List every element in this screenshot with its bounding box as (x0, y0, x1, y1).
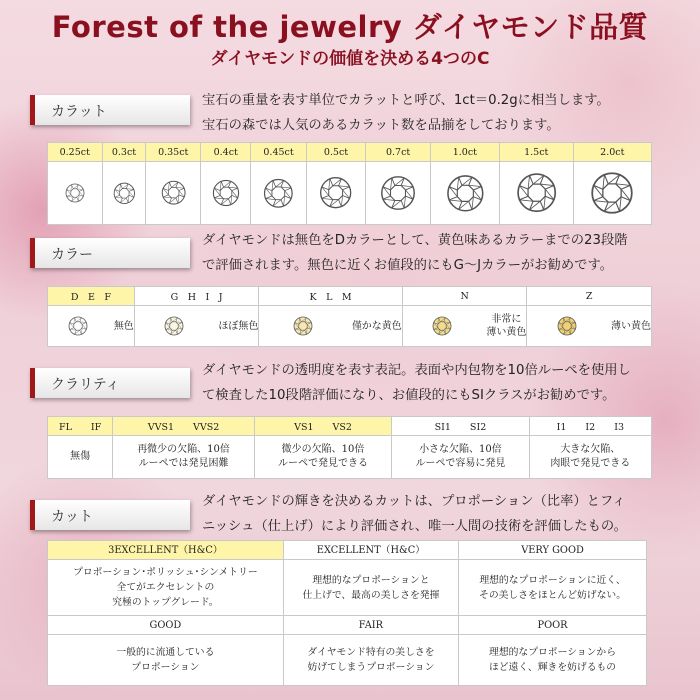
page-title: Forest of the jewelry ダイヤモンド品質 (51, 10, 649, 44)
clarity-grade-header: FL IF (48, 417, 113, 436)
color-grade-cell (134, 306, 259, 347)
clarity-tab-label: クラリティ (51, 377, 120, 393)
diamond-icon (68, 316, 88, 336)
clarity-description (202, 358, 692, 408)
clarity-grade-cell: 再微少の欠陥、10倍 ルーペでは発見困難 (113, 436, 255, 479)
color-grade-content (135, 316, 259, 336)
carat-diamond-cell (251, 162, 306, 225)
color-grade-content (259, 316, 401, 336)
carat-size-header: 0.5ct (306, 143, 366, 162)
color-grade-content (403, 313, 527, 339)
diamond-icon (432, 316, 452, 336)
carat-desc-line: 宝石の森では人気のあるカラット数を品揃をしております。 (202, 118, 560, 133)
diamond-icon (65, 183, 85, 203)
carat-diamond-cell (499, 162, 573, 225)
carat-size-header: 1.5ct (499, 143, 573, 162)
color-grade-label: 非常に 薄い黄色 (486, 314, 527, 338)
carat-size-header: 1.0ct (430, 143, 499, 162)
cut-grade-header: 3EXCELLENT（H&C） (48, 541, 284, 560)
diamond-icon (161, 180, 186, 205)
cut-grade-header: EXCELLENT（H&C） (283, 541, 458, 560)
diamond-icon (293, 316, 313, 336)
clarity-desc-line: ダイヤモンドの透明度を表す表記。表面や内包物を10倍ルーペを使用し (202, 363, 631, 378)
cut-tab-label: カット (51, 509, 93, 525)
diamond-icon (212, 179, 240, 207)
color-desc-line: で評価されます。無色に近くお値段的にもG〜Jカラーがお勧めです。 (202, 258, 614, 273)
clarity-grade-cell: 小さな欠陥、10倍 ルーペで容易に発見 (392, 436, 529, 479)
clarity-grade-header: VS1 VS2 (254, 417, 391, 436)
diamond-icon (516, 172, 557, 213)
diamond-icon (319, 176, 352, 209)
cut-grade-cell: 理想的なプロポーションに近く、 その美しさをほとんど妨げない。 (459, 560, 647, 616)
cut-grade-header: FAIR (283, 616, 458, 635)
cut-grade-header: VERY GOOD (459, 541, 647, 560)
carat-diamond-cell (366, 162, 430, 225)
cut-desc-line: ニッシュ（仕上げ）により評価され、唯一人間の技術を評価したもの。 (202, 519, 627, 534)
carat-table (47, 142, 652, 225)
clarity-grade-cell: 微少の欠陥、10倍 ルーペで発見できる (254, 436, 391, 479)
page-subtitle: ダイヤモンドの価値を決める4つのC (210, 49, 490, 69)
carat-diamond-cell (146, 162, 201, 225)
color-grade-cell (259, 306, 402, 347)
diamond-icon (380, 175, 416, 211)
carat-size-header: 2.0ct (573, 143, 651, 162)
carat-diamond-cell (430, 162, 499, 225)
carat-diamond-cell (102, 162, 146, 225)
color-grade-label: 僅かな黄色 (351, 320, 402, 332)
color-description (202, 228, 692, 278)
cut-description (202, 489, 692, 539)
color-grade-content (527, 316, 651, 336)
cut-grade-header: GOOD (48, 616, 284, 635)
clarity-grade-header: SI1 SI2 (392, 417, 529, 436)
clarity-section-tab (30, 368, 190, 398)
carat-size-header: 0.35ct (146, 143, 201, 162)
color-grade-cell (48, 306, 135, 347)
carat-size-header: 0.45ct (251, 143, 306, 162)
color-grade-cell (527, 306, 652, 347)
clarity-desc-line: て検査した10段階評価になり、お値段的にもSIクラスがお勧めです。 (202, 388, 616, 403)
color-grade-cell (402, 306, 527, 347)
color-grade-label: ほぼ無色 (218, 320, 259, 332)
color-grade-header: K L M (259, 287, 402, 306)
diamond-icon (164, 316, 184, 336)
carat-size-header: 0.7ct (366, 143, 430, 162)
clarity-grade-cell: 無傷 (48, 436, 113, 479)
cut-grade-cell: 理想的なプロポーションから ほど遠く、輝きを妨げるもの (459, 635, 647, 686)
diamond-icon (590, 171, 634, 215)
color-grade-label: 無色 (113, 320, 134, 332)
color-table (47, 286, 652, 347)
carat-diamond-cell (306, 162, 366, 225)
color-grade-content (48, 316, 134, 336)
cut-grade-header: POOR (459, 616, 647, 635)
clarity-table (47, 416, 652, 479)
cut-desc-line: ダイヤモンドの輝きを決めるカットは、プロポーション（比率）とフィ (202, 494, 626, 509)
carat-size-header: 0.3ct (102, 143, 146, 162)
color-grade-header: D E F (48, 287, 135, 306)
carat-diamond-cell (573, 162, 651, 225)
carat-size-header: 0.25ct (48, 143, 103, 162)
carat-description (202, 88, 692, 138)
color-section-tab (30, 238, 190, 268)
color-grade-header: G H I J (134, 287, 259, 306)
color-desc-line: ダイヤモンドは無色をDカラーとして、黄色味あるカラーまでの23段階 (202, 233, 628, 248)
diamond-icon (557, 316, 577, 336)
color-grade-label: 薄い黄色 (611, 320, 651, 332)
cut-grade-cell: ダイヤモンド特有の美しさを 妨げてしまうプロポーション (283, 635, 458, 686)
carat-diamond-cell (48, 162, 103, 225)
clarity-grade-header: I1 I2 I3 (529, 417, 651, 436)
color-grade-header: N (402, 287, 527, 306)
color-grade-header: Z (527, 287, 652, 306)
clarity-grade-cell: 大きな欠陥、 肉眼で発見できる (529, 436, 651, 479)
color-tab-label: カラー (51, 247, 93, 263)
cut-grade-cell: プロポーション･ポリッシュ･シンメトリー 全てがエクセレントの 究極のトップグレード。 (48, 560, 284, 616)
clarity-grade-header: VVS1 VVS2 (113, 417, 255, 436)
diamond-icon (446, 174, 485, 213)
cut-table (47, 540, 647, 686)
carat-desc-line: 宝石の重量を表す単位でカラットと呼び、1ct＝0.2gに相当します。 (202, 93, 610, 108)
carat-section-tab (30, 95, 190, 125)
carat-diamond-cell (200, 162, 251, 225)
carat-tab-label: カラット (51, 104, 107, 120)
cut-grade-cell: 一般的に流通している プロポーション (48, 635, 284, 686)
cut-grade-cell: 理想的なプロポーションと 仕上げで、最高の美しさを発揮 (283, 560, 458, 616)
cut-section-tab (30, 500, 190, 530)
carat-size-header: 0.4ct (200, 143, 251, 162)
diamond-icon (263, 178, 294, 209)
diamond-icon (113, 182, 136, 205)
